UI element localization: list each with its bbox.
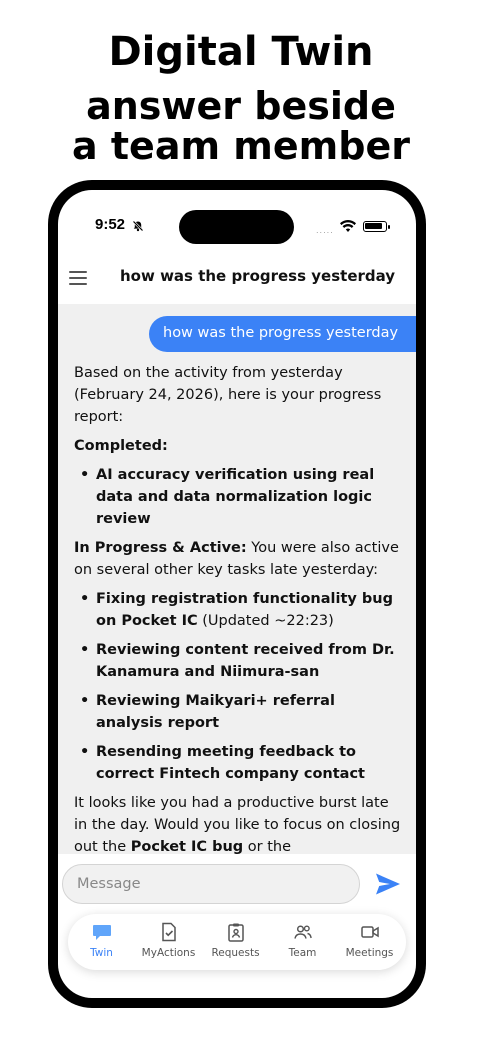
list-item: • AI accuracy verification using real data and data normalization logic review — [74, 464, 404, 530]
clipboard-user-icon — [226, 922, 246, 942]
in-progress-list — [74, 588, 404, 785]
wifi-icon — [340, 219, 356, 233]
team-icon — [293, 922, 313, 942]
tab-team[interactable] — [269, 914, 336, 970]
tab-label: Twin — [90, 947, 113, 959]
chat-bubble-icon — [92, 922, 112, 942]
promo-headline-line2: answer beside — [86, 84, 396, 128]
bottom-tab-bar — [68, 914, 406, 970]
bell-off-icon — [132, 220, 144, 232]
send-icon[interactable] — [375, 872, 401, 896]
in-progress-heading: In Progress & Active: — [74, 540, 247, 556]
battery-icon — [363, 221, 387, 232]
conversation-title: how was the progress yesterday — [120, 267, 396, 285]
tab-myactions[interactable] — [135, 914, 202, 970]
phone-screen — [58, 190, 416, 998]
assistant-reply — [74, 362, 404, 854]
message-composer — [58, 854, 416, 914]
list-item: • Reviewing content received from Dr. Kanamura and Niimura-san — [74, 639, 404, 683]
message-input[interactable] — [62, 864, 360, 904]
chat-thread[interactable] — [58, 304, 416, 854]
reply-in-progress: In Progress & Active: You were also active on several other key tasks late yesterday: — [74, 540, 399, 578]
tab-label: Requests — [211, 947, 260, 959]
promo-headline-line1: Digital Twin — [108, 29, 374, 75]
tab-label: Team — [288, 947, 317, 959]
tab-meetings[interactable] — [336, 914, 403, 970]
reply-intro: Based on the activity from yesterday (February 24, 2026), here is your progress report: — [74, 365, 382, 425]
reply-closing: It looks like you had a productive burst late in the day. Would you like to focus on closing out the Pocket IC bug or the — [74, 795, 401, 854]
video-camera-icon — [360, 922, 380, 942]
reply-completed-heading: Completed: — [74, 438, 168, 454]
tab-label: Meetings — [345, 947, 394, 959]
tab-twin[interactable] — [68, 914, 135, 970]
completed-list — [74, 464, 404, 530]
top-app-bar — [58, 252, 416, 304]
tab-requests[interactable] — [202, 914, 269, 970]
status-time: 9:52 — [95, 216, 126, 233]
list-item: • Fixing registration functionality bug on Pocket IC (Updated ~22:23) — [74, 588, 404, 632]
list-item: • Resending meeting feedback to correct Fintech company contact — [74, 741, 404, 785]
tab-label: MyActions — [141, 947, 196, 959]
cellular-signal-icon: ..... — [316, 226, 334, 235]
phone-frame — [48, 180, 426, 1008]
checklist-icon — [159, 922, 179, 942]
hamburger-menu-icon[interactable] — [69, 271, 87, 285]
dynamic-island — [179, 210, 294, 244]
promo-headline-line3: a team member — [72, 124, 410, 168]
user-message-bubble: how was the progress yesterday — [149, 316, 416, 352]
list-item: • Reviewing Maikyari+ referral analysis report — [74, 690, 404, 734]
